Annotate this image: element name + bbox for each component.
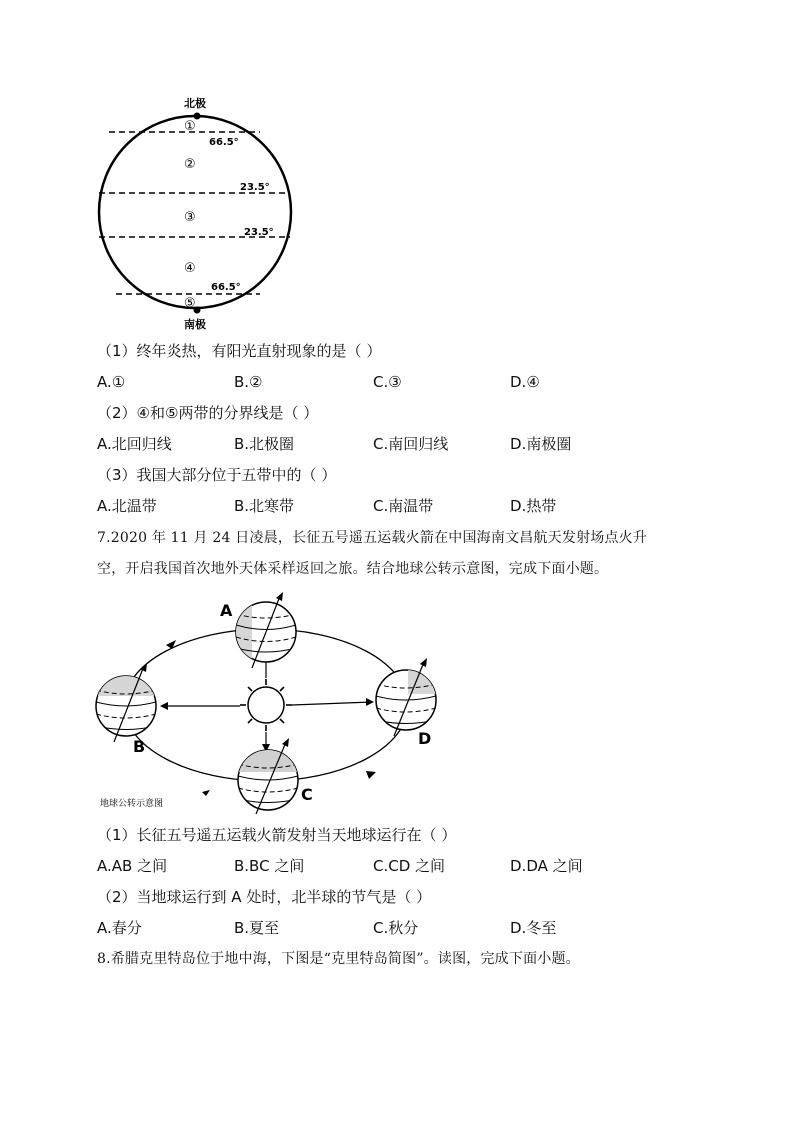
option[interactable]: D.DA 之间 xyxy=(510,857,583,875)
earth-icon xyxy=(376,658,438,736)
position-label-a: A xyxy=(220,601,233,620)
option[interactable]: C.③ xyxy=(373,373,402,391)
latitude-label: 66.5° xyxy=(209,137,239,148)
zone-label: ② xyxy=(184,157,196,172)
position-label-d: D xyxy=(418,729,432,748)
q7-sub1-text: （1）长征五号遥五运载火箭发射当天地球运行在（ ） xyxy=(97,826,457,844)
option[interactable]: A.① xyxy=(97,373,126,391)
q6-sub3-text: （3）我国大部分位于五带中的（ ） xyxy=(97,466,337,484)
option[interactable]: C.CD 之间 xyxy=(373,857,446,875)
earth-icon xyxy=(96,663,156,742)
earth-icon xyxy=(236,592,296,668)
option[interactable]: B.北寒带 xyxy=(234,497,295,515)
option[interactable]: A.北回归线 xyxy=(97,435,172,453)
q6-sub2-text: （2）④和⑤两带的分界线是（ ） xyxy=(97,404,319,422)
q8-stem: 8.希腊克里特岛位于地中海，下图是“克里特岛简图”。读图，完成下面小题。 xyxy=(97,951,580,967)
option[interactable]: D.冬至 xyxy=(510,919,557,937)
position-label-c: C xyxy=(301,785,313,804)
option[interactable]: C.南温带 xyxy=(373,497,434,515)
zone-label: ① xyxy=(184,119,196,134)
south-pole-label: 南极 xyxy=(184,318,206,331)
figure-caption: 地球公转示意图 xyxy=(100,799,164,809)
option[interactable]: C.秋分 xyxy=(373,919,419,937)
option[interactable]: D.热带 xyxy=(510,497,557,515)
option[interactable]: C.南回归线 xyxy=(373,435,449,453)
q7-stem-line1: 7.2020 年 11 月 24 日凌晨，长征五号遥五运载火箭在中国海南文昌航天发射场点火升 xyxy=(97,530,648,546)
option[interactable]: A.AB 之间 xyxy=(97,857,168,875)
option[interactable]: B.② xyxy=(234,373,263,391)
option[interactable]: B.BC 之间 xyxy=(234,857,305,875)
option[interactable]: B.夏至 xyxy=(234,919,280,937)
q7-stem-line2: 空，开启我国首次地外天体采样返回之旅。结合地球公转示意图，完成下面小题。 xyxy=(97,561,609,577)
q6-sub1-text: （1）终年炎热，有阳光直射现象的是（ ） xyxy=(97,342,382,360)
latitude-label: 66.5° xyxy=(211,282,241,293)
zone-label: ⑤ xyxy=(184,296,196,311)
q7-sub2-text: （2）当地球运行到 A 处时，北半球的节气是（ ） xyxy=(97,888,432,906)
sun-icon xyxy=(240,679,292,731)
zone-label: ③ xyxy=(184,210,196,225)
earth-icon xyxy=(238,738,298,814)
option[interactable]: A.春分 xyxy=(97,919,142,937)
latitude-label: 23.5° xyxy=(244,227,274,238)
five-zones-diagram xyxy=(90,95,310,335)
option[interactable]: D.南极圈 xyxy=(510,435,572,453)
zone-label: ④ xyxy=(184,261,196,276)
north-pole-label: 北极 xyxy=(184,97,206,110)
earth-revolution-diagram xyxy=(90,592,450,817)
option[interactable]: B.北极圈 xyxy=(234,435,295,453)
position-label-b: B xyxy=(133,737,146,756)
option[interactable]: A.北温带 xyxy=(97,497,157,515)
latitude-label: 23.5° xyxy=(240,182,270,193)
option[interactable]: D.④ xyxy=(510,373,540,391)
